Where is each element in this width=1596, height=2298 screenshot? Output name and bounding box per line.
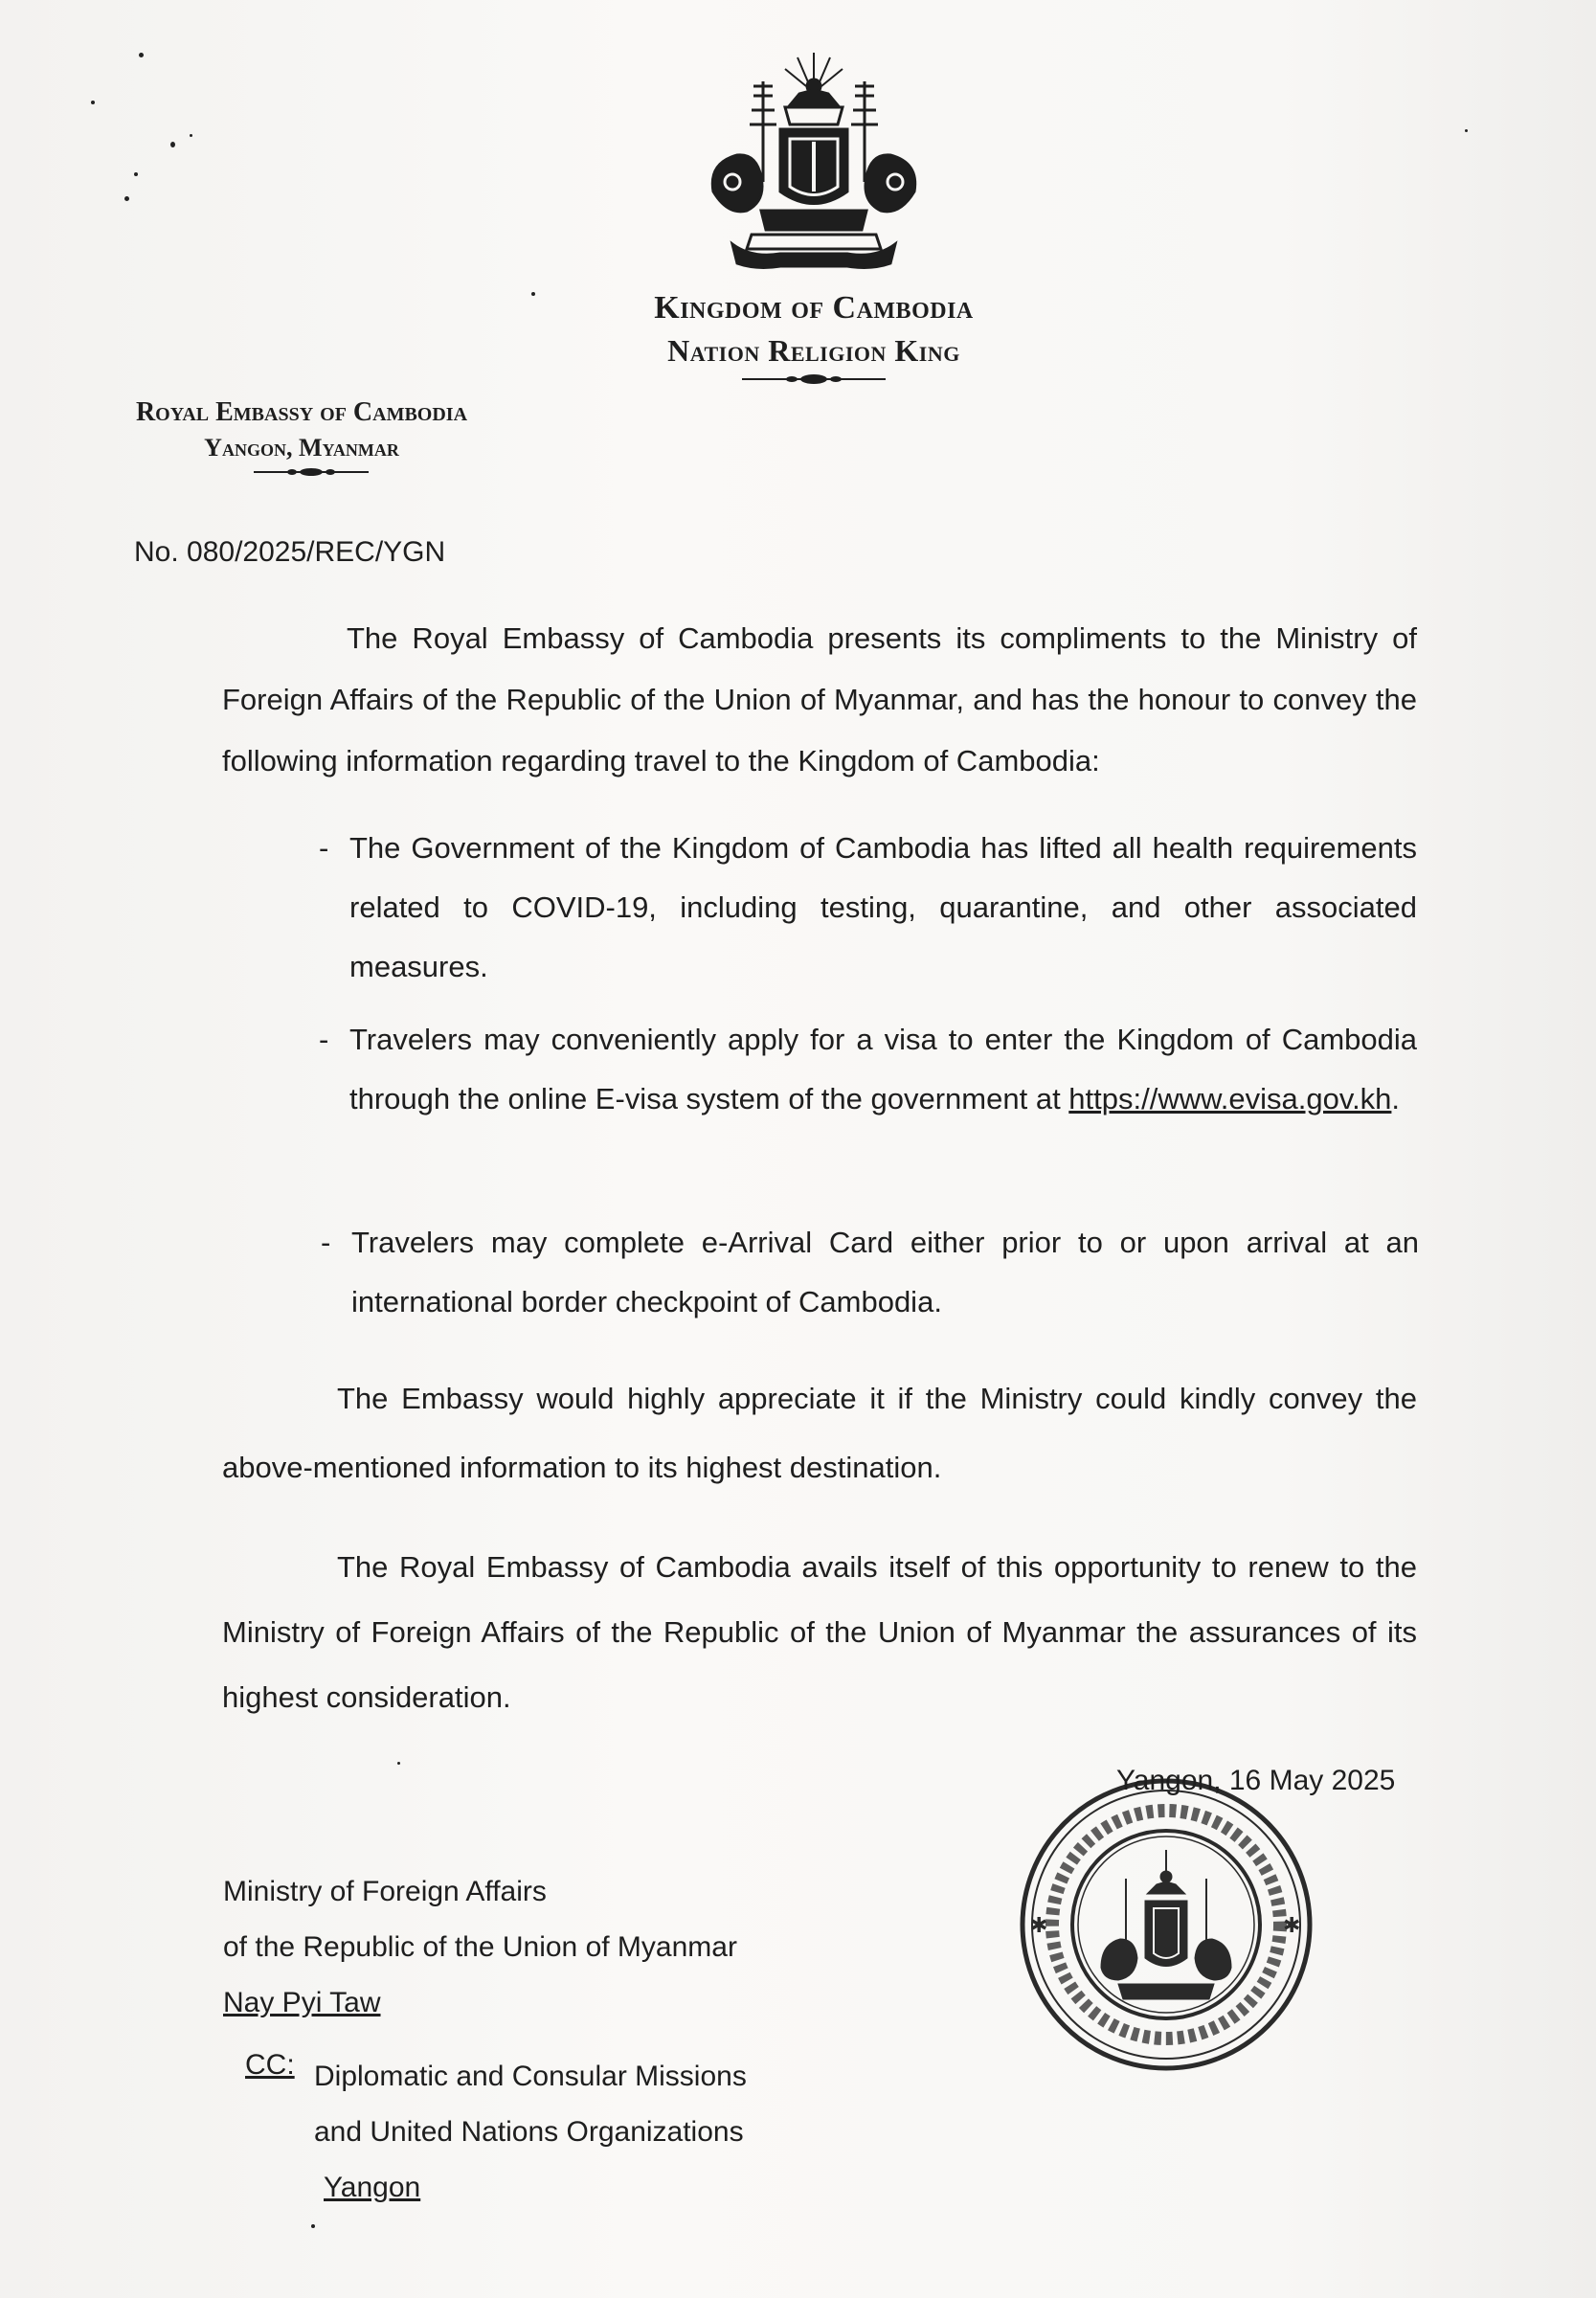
speck [1465,129,1468,132]
svg-text:✱: ✱ [1030,1914,1048,1938]
speck [124,196,129,201]
speck [311,2224,315,2228]
ornament-divider-icon [742,372,886,387]
addressee-line: Ministry of Foreign Affairs [223,1876,547,1907]
kingdom-heading [536,287,1091,387]
speck [397,1762,400,1765]
opening-paragraph: The Royal Embassy of Cambodia presents its compliments to the Ministry of Foreign Affairs of the Republic of the Union of Myanmar, and has the honour to convey the following information regarding travel to the Kingdom of Cambodia: [222,621,1417,777]
speck [190,134,192,137]
royal-arms-emblem-icon [694,48,933,276]
request-paragraph: The Embassy would highly appreciate it if the Ministry could kindly convey the above-mentioned information to its highest destination. [222,1382,1417,1484]
speck [91,101,95,104]
ornament-divider-icon [254,465,369,479]
bullet-dash: - [319,1023,329,1056]
speck [134,172,138,176]
speck [531,292,535,296]
bullet-text: Travelers may conveniently apply for a visa to enter the Kingdom of Cambodia through the online E-visa system of the government at [349,1023,1417,1115]
speck [170,142,175,147]
list-item [319,819,1417,997]
embassy-name: Royal Embassy of Cambodia [135,397,468,427]
nation-motto: Nation Religion King [667,333,960,368]
speck [139,53,144,57]
cc-block [314,2049,747,2216]
sender-heading [57,394,546,479]
addressee-city: Nay Pyi Taw [223,1987,381,2018]
bullet-dash: - [319,831,329,865]
embassy-seal-icon [1013,1771,1319,2078]
cc-label: CC: [245,2049,295,2081]
bullet-text-end: . [1391,1082,1401,1115]
cc-line: and United Nations Organizations [314,2116,744,2148]
list-item [321,1213,1419,1332]
date-line: Yangon, 16 May 2025 [1116,1765,1396,1796]
kingdom-title: Kingdom of Cambodia [654,290,974,326]
reference-number: No. 080/2025/REC/YGN [134,536,446,568]
cc-line: Diplomatic and Consular Missions [314,2061,747,2092]
svg-text:✱: ✱ [1283,1914,1301,1938]
list-item [319,1010,1417,1129]
bullet-text: The Government of the Kingdom of Cambodia has lifted all health requirements related to COVID-19, including testing, quarantine, and other associated measures. [349,831,1417,983]
embassy-city: Yangon, Myanmar [204,434,399,462]
addressee-line: of the Republic of the Union of Myanmar [223,1931,737,1963]
evisa-link[interactable]: https://www.evisa.gov.kh [1068,1082,1392,1115]
bullet-text: Travelers may complete e-Arrival Card either prior to or upon arrival at an international border checkpoint of Cambodia. [351,1226,1419,1318]
addressee-block [223,1864,737,2031]
cc-city: Yangon [324,2172,421,2203]
closing-paragraph: The Royal Embassy of Cambodia avails itself of this opportunity to renew to the Ministry of Foreign Affairs of the Republic of the Union of Myanmar the assurances of its highest consideration. [222,1550,1417,1714]
bullet-dash: - [321,1226,331,1259]
